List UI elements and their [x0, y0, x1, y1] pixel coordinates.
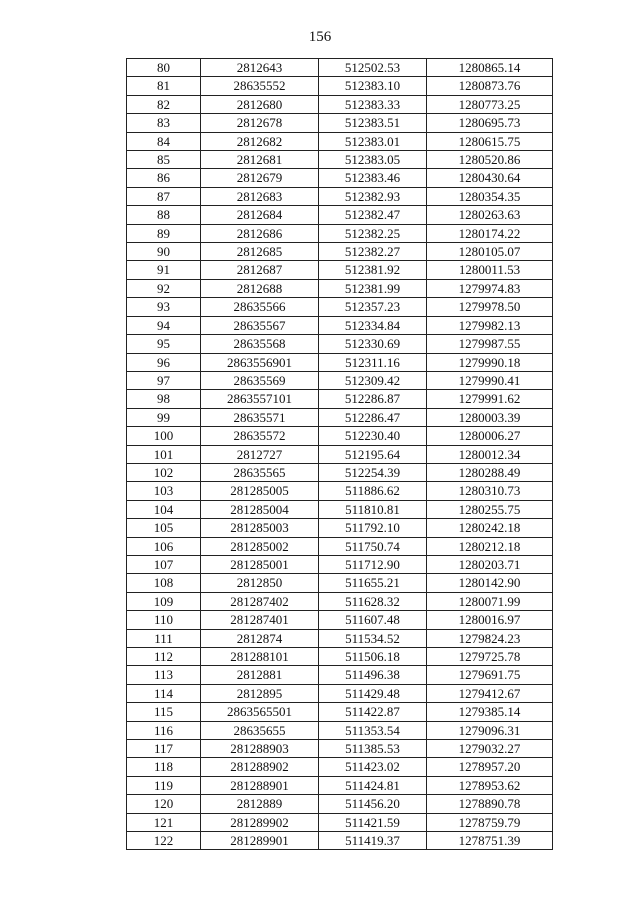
- x-coordinate-cell: 511456.20: [319, 795, 427, 813]
- x-coordinate-cell: 512382.27: [319, 243, 427, 261]
- row-index-cell: 96: [127, 353, 201, 371]
- table-row: [127, 574, 553, 592]
- y-coordinate-cell: 1280310.73: [427, 482, 553, 500]
- row-index-cell: 85: [127, 151, 201, 169]
- point-id-cell: 2812686: [201, 224, 319, 242]
- x-coordinate-cell: 511422.87: [319, 703, 427, 721]
- x-coordinate-cell: 512311.16: [319, 353, 427, 371]
- table-row: [127, 206, 553, 224]
- x-coordinate-cell: 511385.53: [319, 740, 427, 758]
- y-coordinate-cell: 1280006.27: [427, 427, 553, 445]
- point-id-cell: 281285001: [201, 555, 319, 573]
- row-index-cell: 103: [127, 482, 201, 500]
- point-id-cell: 28635571: [201, 408, 319, 426]
- y-coordinate-cell: 1279990.41: [427, 371, 553, 389]
- point-id-cell: 2863557101: [201, 390, 319, 408]
- table-row: [127, 132, 553, 150]
- y-coordinate-cell: 1278953.62: [427, 776, 553, 794]
- x-coordinate-cell: 512383.01: [319, 132, 427, 150]
- row-index-cell: 92: [127, 279, 201, 297]
- point-id-cell: 2812688: [201, 279, 319, 297]
- y-coordinate-cell: 1279982.13: [427, 316, 553, 334]
- point-id-cell: 2812881: [201, 666, 319, 684]
- y-coordinate-cell: 1280242.18: [427, 519, 553, 537]
- x-coordinate-cell: 511810.81: [319, 500, 427, 518]
- y-coordinate-cell: 1280773.25: [427, 95, 553, 113]
- row-index-cell: 104: [127, 500, 201, 518]
- point-id-cell: 2863556901: [201, 353, 319, 371]
- table-row: [127, 95, 553, 113]
- table-row: [127, 684, 553, 702]
- row-index-cell: 94: [127, 316, 201, 334]
- row-index-cell: 89: [127, 224, 201, 242]
- x-coordinate-cell: 512330.69: [319, 335, 427, 353]
- y-coordinate-cell: 1279824.23: [427, 629, 553, 647]
- row-index-cell: 80: [127, 59, 201, 77]
- table-row: [127, 666, 553, 684]
- row-index-cell: 93: [127, 298, 201, 316]
- table-row: [127, 482, 553, 500]
- table-row: [127, 721, 553, 739]
- point-id-cell: 281289901: [201, 832, 319, 850]
- table-row: [127, 187, 553, 205]
- point-id-cell: 28635567: [201, 316, 319, 334]
- y-coordinate-cell: 1278957.20: [427, 758, 553, 776]
- table-row: [127, 445, 553, 463]
- x-coordinate-cell: 511534.52: [319, 629, 427, 647]
- point-id-cell: 281285003: [201, 519, 319, 537]
- point-id-cell: 281288901: [201, 776, 319, 794]
- table-row: [127, 519, 553, 537]
- row-index-cell: 108: [127, 574, 201, 592]
- point-id-cell: 28635568: [201, 335, 319, 353]
- point-id-cell: 2812687: [201, 261, 319, 279]
- row-index-cell: 86: [127, 169, 201, 187]
- table-row: [127, 740, 553, 758]
- x-coordinate-cell: 512383.05: [319, 151, 427, 169]
- table-row: [127, 298, 553, 316]
- point-id-cell: 28635569: [201, 371, 319, 389]
- row-index-cell: 116: [127, 721, 201, 739]
- table-row: [127, 279, 553, 297]
- x-coordinate-cell: 511424.81: [319, 776, 427, 794]
- x-coordinate-cell: 511750.74: [319, 537, 427, 555]
- x-coordinate-cell: 511655.21: [319, 574, 427, 592]
- table-row: [127, 427, 553, 445]
- y-coordinate-cell: 1280263.63: [427, 206, 553, 224]
- row-index-cell: 82: [127, 95, 201, 113]
- page-number: 156: [308, 29, 332, 45]
- point-id-cell: 281287401: [201, 611, 319, 629]
- row-index-cell: 111: [127, 629, 201, 647]
- y-coordinate-cell: 1280174.22: [427, 224, 553, 242]
- table-row: [127, 353, 553, 371]
- row-index-cell: 100: [127, 427, 201, 445]
- x-coordinate-cell: 512382.47: [319, 206, 427, 224]
- x-coordinate-cell: 512334.84: [319, 316, 427, 334]
- table-row: [127, 776, 553, 794]
- x-coordinate-cell: 511628.32: [319, 592, 427, 610]
- x-coordinate-cell: 512286.87: [319, 390, 427, 408]
- x-coordinate-cell: 512382.93: [319, 187, 427, 205]
- x-coordinate-cell: 512286.47: [319, 408, 427, 426]
- table-row: [127, 832, 553, 850]
- y-coordinate-cell: 1280354.35: [427, 187, 553, 205]
- y-coordinate-cell: 1280016.97: [427, 611, 553, 629]
- row-index-cell: 105: [127, 519, 201, 537]
- table-row: [127, 537, 553, 555]
- point-id-cell: 28635566: [201, 298, 319, 316]
- row-index-cell: 107: [127, 555, 201, 573]
- point-id-cell: 2812682: [201, 132, 319, 150]
- y-coordinate-cell: 1280873.76: [427, 77, 553, 95]
- table-row: [127, 151, 553, 169]
- row-index-cell: 95: [127, 335, 201, 353]
- point-id-cell: 28635552: [201, 77, 319, 95]
- point-id-cell: 28635655: [201, 721, 319, 739]
- x-coordinate-cell: 512381.99: [319, 279, 427, 297]
- y-coordinate-cell: 1279691.75: [427, 666, 553, 684]
- point-id-cell: 2812678: [201, 114, 319, 132]
- row-index-cell: 117: [127, 740, 201, 758]
- y-coordinate-cell: 1279385.14: [427, 703, 553, 721]
- table-row: [127, 629, 553, 647]
- table-row: [127, 261, 553, 279]
- y-coordinate-cell: 1280003.39: [427, 408, 553, 426]
- row-index-cell: 120: [127, 795, 201, 813]
- x-coordinate-cell: 511496.38: [319, 666, 427, 684]
- y-coordinate-cell: 1278890.78: [427, 795, 553, 813]
- x-coordinate-cell: 511712.90: [319, 555, 427, 573]
- row-index-cell: 110: [127, 611, 201, 629]
- x-coordinate-cell: 512254.39: [319, 463, 427, 481]
- x-coordinate-cell: 511886.62: [319, 482, 427, 500]
- table-row: [127, 592, 553, 610]
- row-index-cell: 83: [127, 114, 201, 132]
- y-coordinate-cell: 1279987.55: [427, 335, 553, 353]
- point-id-cell: 281289902: [201, 813, 319, 831]
- row-index-cell: 112: [127, 648, 201, 666]
- point-id-cell: 2812643: [201, 59, 319, 77]
- x-coordinate-cell: 511423.02: [319, 758, 427, 776]
- x-coordinate-cell: 512195.64: [319, 445, 427, 463]
- row-index-cell: 118: [127, 758, 201, 776]
- table-row: [127, 648, 553, 666]
- y-coordinate-cell: 1280142.90: [427, 574, 553, 592]
- y-coordinate-cell: 1278751.39: [427, 832, 553, 850]
- y-coordinate-cell: 1280255.75: [427, 500, 553, 518]
- table-row: [127, 371, 553, 389]
- point-id-cell: 281285002: [201, 537, 319, 555]
- table-body: [127, 59, 553, 850]
- y-coordinate-cell: 1279991.62: [427, 390, 553, 408]
- x-coordinate-cell: 511429.48: [319, 684, 427, 702]
- x-coordinate-cell: 512357.23: [319, 298, 427, 316]
- point-id-cell: 2812895: [201, 684, 319, 702]
- y-coordinate-cell: 1280615.75: [427, 132, 553, 150]
- row-index-cell: 91: [127, 261, 201, 279]
- table-row: [127, 463, 553, 481]
- x-coordinate-cell: 512502.53: [319, 59, 427, 77]
- y-coordinate-cell: 1279725.78: [427, 648, 553, 666]
- table-row: [127, 316, 553, 334]
- x-coordinate-cell: 511792.10: [319, 519, 427, 537]
- y-coordinate-cell: 1279978.50: [427, 298, 553, 316]
- point-id-cell: 2812889: [201, 795, 319, 813]
- table-row: [127, 408, 553, 426]
- point-id-cell: 2812727: [201, 445, 319, 463]
- table-row: [127, 555, 553, 573]
- row-index-cell: 81: [127, 77, 201, 95]
- row-index-cell: 113: [127, 666, 201, 684]
- table-row: [127, 169, 553, 187]
- table-row: [127, 758, 553, 776]
- y-coordinate-cell: 1280520.86: [427, 151, 553, 169]
- y-coordinate-cell: 1280865.14: [427, 59, 553, 77]
- point-id-cell: 2812681: [201, 151, 319, 169]
- point-id-cell: 2863565501: [201, 703, 319, 721]
- point-id-cell: 2812685: [201, 243, 319, 261]
- row-index-cell: 102: [127, 463, 201, 481]
- row-index-cell: 106: [127, 537, 201, 555]
- table-row: [127, 59, 553, 77]
- y-coordinate-cell: 1279974.83: [427, 279, 553, 297]
- y-coordinate-cell: 1280212.18: [427, 537, 553, 555]
- point-id-cell: 2812850: [201, 574, 319, 592]
- point-id-cell: 28635572: [201, 427, 319, 445]
- table-row: [127, 500, 553, 518]
- row-index-cell: 97: [127, 371, 201, 389]
- row-index-cell: 84: [127, 132, 201, 150]
- point-id-cell: 281288903: [201, 740, 319, 758]
- x-coordinate-cell: 512383.51: [319, 114, 427, 132]
- y-coordinate-cell: 1280430.64: [427, 169, 553, 187]
- table-row: [127, 77, 553, 95]
- row-index-cell: 99: [127, 408, 201, 426]
- y-coordinate-cell: 1280695.73: [427, 114, 553, 132]
- row-index-cell: 98: [127, 390, 201, 408]
- point-id-cell: 281285005: [201, 482, 319, 500]
- table-row: [127, 795, 553, 813]
- point-id-cell: 2812680: [201, 95, 319, 113]
- row-index-cell: 122: [127, 832, 201, 850]
- x-coordinate-cell: 512309.42: [319, 371, 427, 389]
- y-coordinate-cell: 1279412.67: [427, 684, 553, 702]
- y-coordinate-cell: 1280203.71: [427, 555, 553, 573]
- x-coordinate-cell: 512382.25: [319, 224, 427, 242]
- point-id-cell: 2812679: [201, 169, 319, 187]
- row-index-cell: 115: [127, 703, 201, 721]
- x-coordinate-cell: 511421.59: [319, 813, 427, 831]
- y-coordinate-cell: 1279990.18: [427, 353, 553, 371]
- point-id-cell: 281287402: [201, 592, 319, 610]
- row-index-cell: 87: [127, 187, 201, 205]
- table-row: [127, 335, 553, 353]
- point-id-cell: 28635565: [201, 463, 319, 481]
- x-coordinate-cell: 512230.40: [319, 427, 427, 445]
- table-row: [127, 390, 553, 408]
- row-index-cell: 109: [127, 592, 201, 610]
- x-coordinate-cell: 512383.10: [319, 77, 427, 95]
- point-id-cell: 281288101: [201, 648, 319, 666]
- y-coordinate-cell: 1279096.31: [427, 721, 553, 739]
- row-index-cell: 119: [127, 776, 201, 794]
- y-coordinate-cell: 1279032.27: [427, 740, 553, 758]
- y-coordinate-cell: 1278759.79: [427, 813, 553, 831]
- row-index-cell: 101: [127, 445, 201, 463]
- row-index-cell: 90: [127, 243, 201, 261]
- x-coordinate-cell: 511506.18: [319, 648, 427, 666]
- point-id-cell: 281285004: [201, 500, 319, 518]
- y-coordinate-cell: 1280071.99: [427, 592, 553, 610]
- table-row: [127, 611, 553, 629]
- row-index-cell: 114: [127, 684, 201, 702]
- x-coordinate-cell: 512383.33: [319, 95, 427, 113]
- x-coordinate-cell: 512381.92: [319, 261, 427, 279]
- row-index-cell: 121: [127, 813, 201, 831]
- table-row: [127, 224, 553, 242]
- y-coordinate-cell: 1280011.53: [427, 261, 553, 279]
- coordinate-table: [126, 58, 553, 850]
- y-coordinate-cell: 1280012.34: [427, 445, 553, 463]
- row-index-cell: 88: [127, 206, 201, 224]
- point-id-cell: 2812684: [201, 206, 319, 224]
- y-coordinate-cell: 1280288.49: [427, 463, 553, 481]
- x-coordinate-cell: 511607.48: [319, 611, 427, 629]
- point-id-cell: 2812874: [201, 629, 319, 647]
- table-row: [127, 813, 553, 831]
- table-row: [127, 114, 553, 132]
- x-coordinate-cell: 512383.46: [319, 169, 427, 187]
- point-id-cell: 2812683: [201, 187, 319, 205]
- x-coordinate-cell: 511419.37: [319, 832, 427, 850]
- y-coordinate-cell: 1280105.07: [427, 243, 553, 261]
- table-row: [127, 703, 553, 721]
- point-id-cell: 281288902: [201, 758, 319, 776]
- table-row: [127, 243, 553, 261]
- x-coordinate-cell: 511353.54: [319, 721, 427, 739]
